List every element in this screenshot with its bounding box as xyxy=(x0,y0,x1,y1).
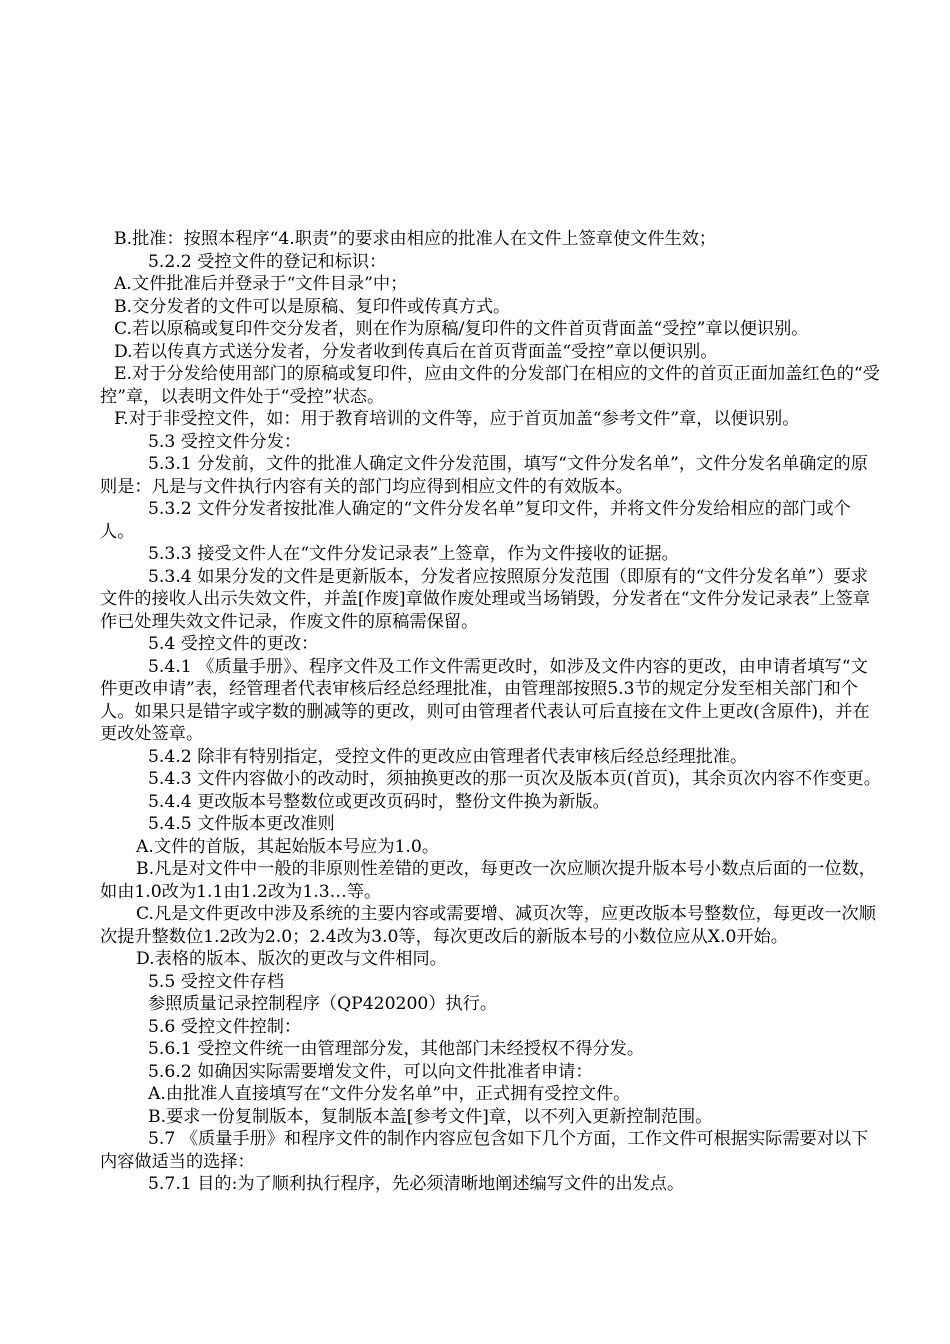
paragraph: D.表格的版本、版次的更改与文件相同。 xyxy=(136,949,447,969)
paragraph: A.由批准人直接填写在“文件分发名单”中，正式拥有受控文件。 xyxy=(148,1084,631,1104)
paragraph: 参照质量记录控制程序（QP420200）执行。 xyxy=(148,994,498,1014)
paragraph: 5.4.2 除非有特别指定，受控文件的更改应由管理者代表审核后经总经理批准。 xyxy=(148,746,748,767)
paragraph: C.凡是文件更改中涉及系统的主要内容或需要增、减页次等，应更改版本号整数位，每更改一次顺次提升整数位1.2改为2.0；2.4改为3.0等，每次更改后的新版本号的小数位应从X.0开始。 xyxy=(100,904,876,947)
paragraph: B.要求一份复制版本，复制版本盖[参考文件]章，以不列入更新控制范围。 xyxy=(148,1106,713,1127)
paragraph: B.凡是对文件中一般的非原则性差错的更改，每更改一次应顺次提升版本号小数点后面的一位数，如由1.0改为1.1由1.2改为1.3…等。 xyxy=(100,859,876,902)
paragraph: 5.4.1 《质量手册》、程序文件及工作文件需更改时，如涉及文件内容的更改，由申请者填写“文件更改申请”表，经管理者代表审核后经总经理批准，由管理部按照5.3节的规定分发至相关部门和个人。如果只是错字或字数的删减等的更改，则可由管理者代表认可后直接在文件上更改(含原件)，并在更改处签章。 xyxy=(100,656,870,744)
paragraph: F.对于非受控文件，如：用于教育培训的文件等，应于首页加盖“参考文件”章，以便识别。 xyxy=(114,409,800,429)
paragraph: 5.2.2 受控文件的登记和标识： xyxy=(148,251,387,272)
paragraph: 5.3.1 分发前，文件的批准人确定文件分发范围，填写“文件分发名单”，文件分发名单确定的原则是：凡是与文件执行内容有关的部门均应得到相应文件的有效版本。 xyxy=(100,454,868,497)
paragraph: 5.3.4 如果分发的文件是更新版本，分发者应按照原分发范围（即原有的“文件分发名单”）要求文件的接收人出示失效文件，并盖[作废]章做作废处理或当场销毁，分发者在“文件分发记录表”上签章作已处理失效文件记录，作废文件的原稿需保留。 xyxy=(100,566,871,632)
paragraph: 5.6.1 受控文件统一由管理部分发，其他部门未经授权不得分发。 xyxy=(148,1039,645,1059)
paragraph: 5.3.3 接受文件人在“文件分发记录表”上签章，作为文件接收的证据。 xyxy=(148,544,679,564)
paragraph: C.若以原稿或复印件交分发者，则在作为原稿/复印件的文件首页背面盖“受控”章以便识别。 xyxy=(114,319,809,339)
paragraph: 5.5 受控文件存档 xyxy=(148,971,284,992)
document-body xyxy=(0,228,950,1196)
paragraph: 5.4.4 更改版本号整数位或更改页码时，整份文件换为新版。 xyxy=(148,791,610,812)
paragraph: 5.4.5 文件版本更改准则 xyxy=(148,814,335,834)
paragraph: 5.3 受控文件分发： xyxy=(148,431,302,452)
paragraph: 5.7.1 目的:为了顺利执行程序，先必须清晰地阐述编写文件的出发点。 xyxy=(148,1174,685,1194)
paragraph: B.批准：按照本程序“4.职责”的要求由相应的批准人在文件上签章使文件生效； xyxy=(114,229,717,249)
paragraph: A.文件的首版，其起始版本号应为1.0。 xyxy=(136,836,440,857)
paragraph: E.对于分发给使用部门的原稿或复印件，应由文件的分发部门在相应的文件的首页正面加盖红色的“受控”章，以表明文件处于“受控”状态。 xyxy=(100,364,880,407)
paragraph: D.若以传真方式送分发者，分发者收到传真后在首页背面盖“受控”章以便识别。 xyxy=(114,341,718,362)
paragraph: 5.6 受控文件控制： xyxy=(148,1016,302,1037)
paragraph: 5.7 《质量手册》和程序文件的制作内容应包含如下几个方面，工作文件可根据实际需要对以下内容做适当的选择： xyxy=(100,1129,869,1172)
paragraph: 5.3.2 文件分发者按批准人确定的“文件分发名单”复印文件，并将文件分发给相应的部门或个人。 xyxy=(100,499,851,542)
paragraph: 5.6.2 如确因实际需要增发文件，可以向文件批准者申请： xyxy=(148,1061,593,1082)
paragraph: 5.4.3 文件内容做小的改动时，须抽换更改的那一页次及版本页(首页)，其余页次内容不作变更。 xyxy=(148,769,881,789)
paragraph: A.文件批准后并登录于“文件目录”中； xyxy=(114,274,408,294)
paragraph: 5.4 受控文件的更改： xyxy=(148,634,319,654)
paragraph: B.交分发者的文件可以是原稿、复印件或传真方式。 xyxy=(114,296,511,317)
